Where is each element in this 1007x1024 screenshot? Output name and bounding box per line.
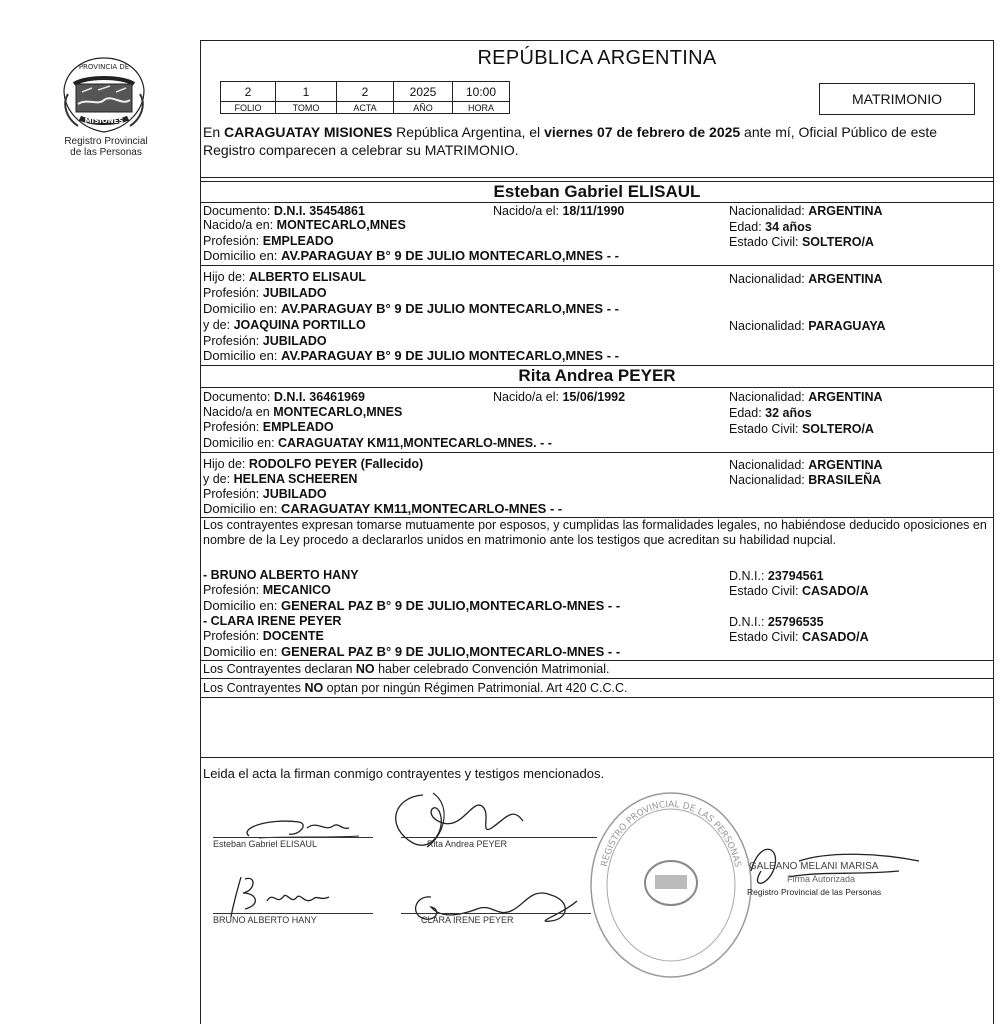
hour-value: 10:00	[453, 82, 510, 102]
record-type-box: MATRIMONIO	[819, 83, 975, 115]
divider	[201, 452, 993, 453]
groom-mother-profession: Profesión: JUBILADO	[203, 334, 327, 348]
witness2-dni: D.N.I.: 25796535	[729, 615, 824, 629]
year-value: 2025	[394, 82, 453, 102]
hour-label: HORA	[453, 102, 510, 114]
bride-birthdate: Nacido/a el: 15/06/1992	[493, 390, 626, 404]
bride-mother-address: Domicilio en: CARAGUATAY KM11,MONTECARLO-MNES - -	[203, 501, 563, 516]
bride-mother: y de: HELENA SCHEEREN	[203, 472, 358, 486]
groom-father-address: Domicilio en: AV.PARAGUAY B° 9 DE JULIO MONTECARLO,MNES - -	[203, 301, 619, 316]
bride-profession: Profesión: EMPLEADO	[203, 420, 334, 434]
groom-mother-nationality: Nacionalidad: PARAGUAYA	[729, 319, 886, 333]
registry-seal-icon	[585, 787, 757, 983]
bride-address: Domicilio en: CARAGUATAY KM11,MONTECARLO-MNES. - -	[203, 436, 552, 450]
official-role: Firma Autorizada	[787, 874, 856, 884]
bride-father-nationality: Nacionalidad: ARGENTINA	[729, 458, 883, 472]
emblem-bottom-text: MISIONES	[84, 117, 124, 125]
bride-civil-status: Estado Civil: SOLTERO/A	[729, 422, 874, 436]
divider	[201, 678, 993, 679]
convention-statement: Los Contrayentes declaran NO haber celebrado Convención Matrimonial.	[203, 662, 610, 676]
witness2-signature-label: CLARA IRENE PEYER	[401, 913, 591, 925]
witness1-profession: Profesión: MECANICO	[203, 583, 331, 597]
emblem-top-text: PROVINCIA DE	[78, 63, 130, 71]
witness1-name: - BRUNO ALBERTO HANY	[203, 568, 359, 582]
groom-birthplace: Nacido/a en: MONTECARLO,MNES	[203, 218, 406, 232]
groom-signature-label: Esteban Gabriel ELISAUL	[213, 837, 373, 849]
declaration-paragraph: Los contrayentes expresan tomarse mutuamente por esposos, y cumplidas las formalidades legales, no habiéndose deducido oposiciones en nombre de la Ley procedo a declararlos unidos en matrimonio ante los testigos que acreditan su habilidad nupcial.	[203, 518, 987, 547]
bride-father: Hijo de: RODOLFO PEYER (Fallecido)	[203, 457, 424, 471]
tomo-value: 1	[276, 82, 337, 102]
witness2-profession: Profesión: DOCENTE	[203, 629, 324, 643]
regime-statement: Los Contrayentes NO optan por ningún Régimen Patrimonial. Art 420 C.C.C.	[203, 681, 628, 695]
witness1-civil-status: Estado Civil: CASADO/A	[729, 584, 869, 598]
official-organization: Registro Provincial de las Personas	[747, 887, 882, 897]
bride-mother-nationality: Nacionalidad: BRASILEÑA	[729, 473, 882, 487]
bride-birthplace: Nacido/a en MONTECARLO,MNES	[203, 405, 403, 419]
year-label: AÑO	[394, 102, 453, 114]
intro-paragraph: En CARAGUATAY MISIONES República Argentina, el viernes 07 de febrero de 2025 ante mí, Oficial Público de este Registro comparecen a celebrar su MATRIMONIO.	[203, 124, 938, 158]
witness1-dni: D.N.I.: 23794561	[729, 569, 824, 583]
groom-birthdate: Nacido/a el: 18/11/1990	[493, 204, 625, 218]
groom-name: Esteban Gabriel ELISAUL	[493, 182, 701, 201]
divider	[201, 757, 993, 758]
groom-nationality: Nacionalidad: ARGENTINA	[729, 204, 883, 218]
witness1-signature-label: BRUNO ALBERTO HANY	[213, 913, 373, 925]
witness2-address: Domicilio en: GENERAL PAZ B° 9 DE JULIO,MONTECARLO-MNES - -	[203, 644, 621, 659]
bride-document: Documento: D.N.I. 36461969	[203, 390, 365, 404]
bride-signature-label: Rita Andrea PEYER	[401, 837, 597, 849]
divider	[201, 697, 993, 698]
witness1-address: Domicilio en: GENERAL PAZ B° 9 DE JULIO,MONTECARLO-MNES - -	[203, 598, 621, 613]
groom-profession: Profesión: EMPLEADO	[203, 234, 334, 248]
groom-father-profession: Profesión: JUBILADO	[203, 286, 327, 300]
witness2-civil-status: Estado Civil: CASADO/A	[729, 630, 869, 644]
bride-name: Rita Andrea PEYER	[518, 366, 676, 385]
tomo-label: TOMO	[276, 102, 337, 114]
seal-text: REGISTRO PROVINCIAL DE LAS PERSONAS	[599, 799, 743, 869]
groom-father: Hijo de: ALBERTO ELISAUL	[203, 270, 366, 284]
groom-age: Edad: 34 años	[729, 220, 812, 234]
divider	[201, 202, 993, 203]
signing-statement: Leida el acta la firman conmigo contrayentes y testigos mencionados.	[203, 766, 605, 781]
bride-mother-profession: Profesión: JUBILADO	[203, 487, 327, 501]
groom-address: Domicilio en: AV.PARAGUAY B° 9 DE JULIO MONTECARLO,MNES - -	[203, 248, 619, 263]
divider	[201, 387, 993, 388]
official-name: GALEANO MELANI MARISA	[749, 861, 879, 872]
registry-label: Registro Provincial de las Personas	[64, 136, 148, 158]
groom-document: Documento: D.N.I. 35454861	[203, 204, 365, 218]
groom-civil-status: Estado Civil: SOLTERO/A	[729, 235, 874, 249]
divider	[201, 265, 993, 266]
acta-value: 2	[337, 82, 394, 102]
groom-mother-address: Domicilio en: AV.PARAGUAY B° 9 DE JULIO MONTECARLO,MNES - -	[203, 348, 619, 363]
certificate-frame	[200, 40, 994, 1024]
groom-mother: y de: JOAQUINA PORTILLO	[203, 318, 366, 332]
document-title: REPÚBLICA ARGENTINA	[477, 47, 717, 69]
divider	[201, 660, 993, 661]
folio-value: 2	[221, 82, 276, 102]
intro-date: viernes 07 de febrero de 2025	[544, 124, 741, 140]
bride-age: Edad: 32 años	[729, 406, 812, 420]
record-id-table	[220, 81, 510, 114]
folio-label: FOLIO	[221, 102, 276, 114]
intro-place: CARAGUATAY MISIONES	[224, 124, 393, 140]
divider	[201, 177, 993, 178]
acta-label: ACTA	[337, 102, 394, 114]
misiones-emblem-icon	[58, 54, 150, 136]
witness2-name: - CLARA IRENE PEYER	[203, 614, 342, 628]
groom-father-nationality: Nacionalidad: ARGENTINA	[729, 272, 883, 286]
bride-nationality: Nacionalidad: ARGENTINA	[729, 390, 883, 404]
